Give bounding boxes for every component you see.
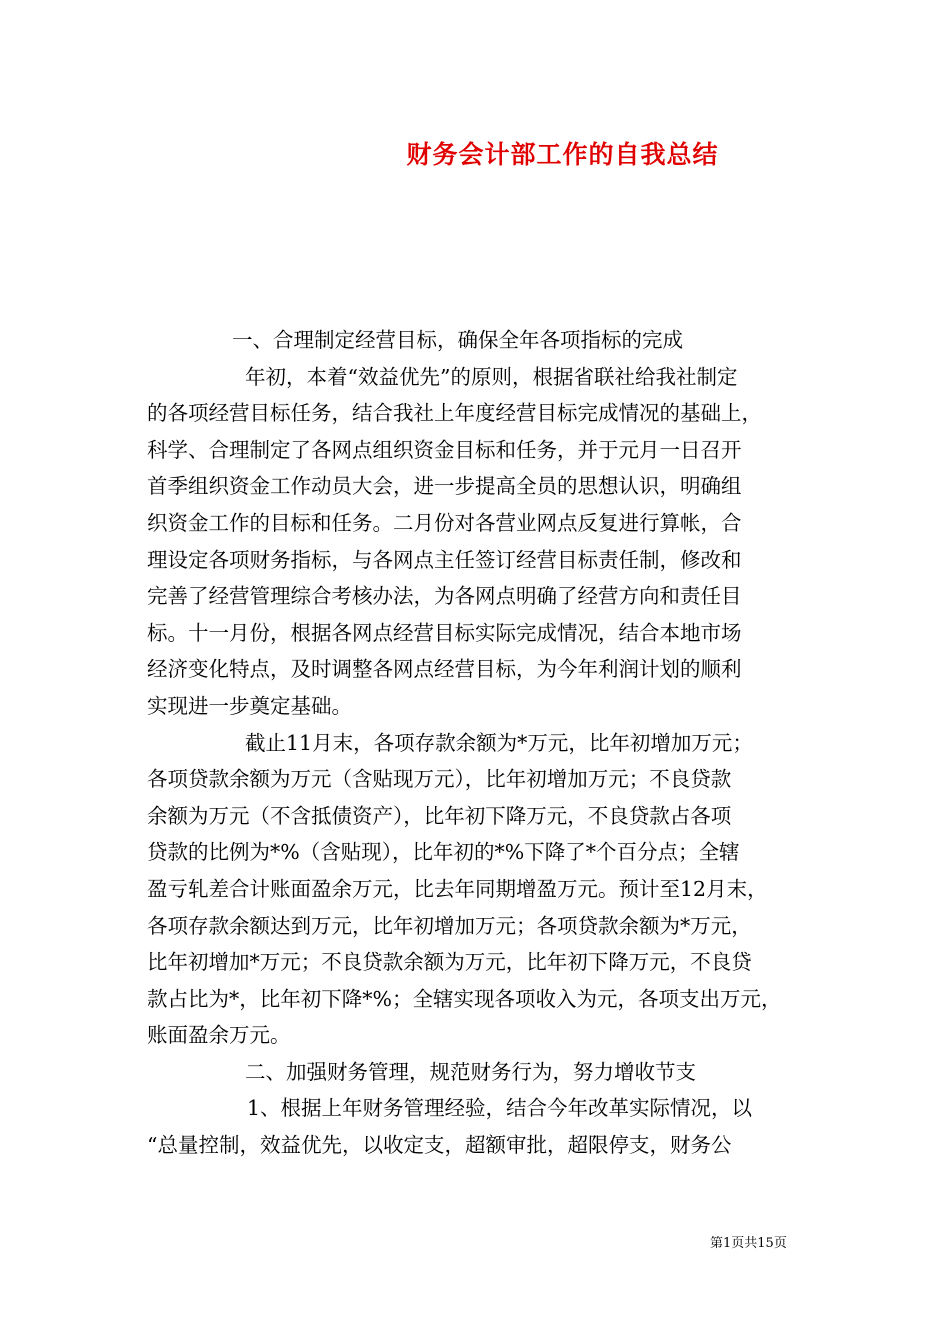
paragraph-line: 理设定各项财务指标，与各网点主任签订经营目标责任制，修改和 xyxy=(147,547,742,572)
paragraph-line: 标。十一月份，根据各网点经营目标实际完成情况，结合本地市场 xyxy=(147,620,742,645)
document-title: 财务会计部工作的自我总结 xyxy=(406,140,719,169)
paragraph-line: 1、根据上年财务管理经验，结合今年改革实际情况，以 xyxy=(247,1096,753,1121)
paragraph-line: “总量控制，效益优先，以收定支，超额审批，超限停支，财务公 xyxy=(147,1133,732,1158)
section-heading-2: 二、加强财务管理，规范财务行为，努力增收节支 xyxy=(245,1059,696,1084)
document-body xyxy=(147,322,807,1164)
paragraph-line: 各项贷款余额为万元（含贴现万元），比年初增加万元；不良贷款 xyxy=(147,767,732,792)
paragraph-line: 的各项经营目标任务，结合我社上年度经营目标完成情况的基础上， xyxy=(147,401,762,426)
paragraph-line: 比年初增加*万元；不良贷款余额为万元，比年初下降万元，不良贷 xyxy=(147,950,752,975)
paragraph-line: 截止11月末，各项存款余额为*万元，比年初增加万元； xyxy=(245,730,753,755)
paragraph-line: 贷款的比例为*%（含贴现），比年初的*%下降了*个百分点；全辖 xyxy=(147,840,740,865)
paragraph-line: 余额为万元（不含抵债资产），比年初下降万元，不良贷款占各项 xyxy=(147,803,732,828)
section-heading-1: 一、合理制定经营目标，确保全年各项指标的完成 xyxy=(232,328,683,352)
paragraph-line: 款占比为*，比年初下降*%；全辖实现各项收入为元，各项支出万元， xyxy=(147,986,782,1011)
paragraph-line: 实现进一步奠定基础。 xyxy=(147,693,352,718)
paragraph-line: 各项存款余额达到万元，比年初增加万元；各项贷款余额为*万元， xyxy=(147,913,752,938)
paragraph-line: 盈亏轧差合计账面盈余万元，比去年同期增盈万元。预计至12月末， xyxy=(147,876,768,901)
paragraph-line: 科学、合理制定了各网点组织资金目标和任务，并于元月一日召开 xyxy=(147,437,742,462)
paragraph-line: 首季组织资金工作动员大会，进一步提高全员的思想认识，明确组 xyxy=(147,474,742,499)
paragraph-line: 织资金工作的目标和任务。二月份对各营业网点反复进行算帐，合 xyxy=(147,510,742,535)
paragraph-line: 年初，本着“效益优先”的原则，根据省联社给我社制定 xyxy=(245,364,738,389)
paragraph-line: 经济变化特点，及时调整各网点经营目标，为今年利润计划的顺利 xyxy=(147,657,742,682)
page-number-footer: 第1页共15页 xyxy=(710,1236,787,1251)
paragraph-line: 账面盈余万元。 xyxy=(147,1023,291,1048)
paragraph-line: 完善了经营管理综合考核办法，为各网点明确了经营方向和责任目 xyxy=(147,584,742,609)
